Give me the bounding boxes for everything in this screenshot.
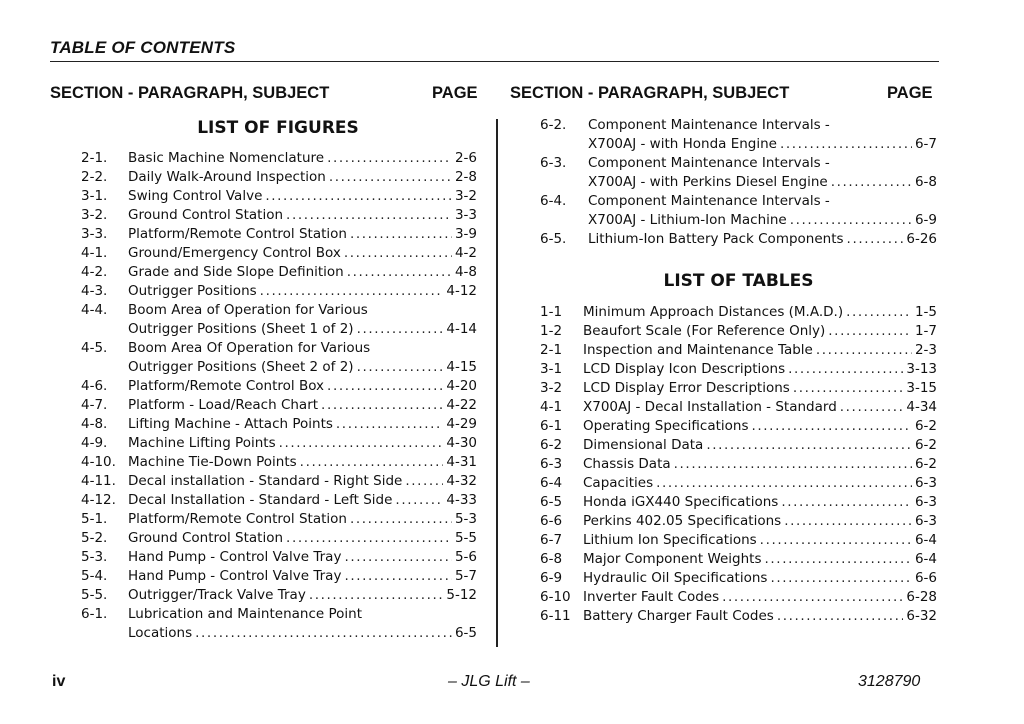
- entry-page: 6-26: [906, 231, 937, 247]
- toc-entry[interactable]: [81, 586, 477, 605]
- toc-entry[interactable]: [540, 512, 937, 531]
- entry-title: Ground Control Station: [128, 530, 284, 546]
- entry-number: 6-9: [540, 570, 563, 586]
- entry-title: Lifting Machine - Attach Points: [128, 416, 333, 432]
- entry-title: Locations: [128, 625, 193, 641]
- entry-title: Ground Control Station: [128, 207, 284, 223]
- tables-list: [540, 303, 937, 626]
- dot-leader: [321, 396, 443, 415]
- toc-entry[interactable]: [81, 225, 477, 244]
- dot-leader: [793, 379, 904, 398]
- dot-leader: [831, 173, 912, 192]
- toc-entry[interactable]: [81, 605, 477, 643]
- entry-title: Boom Area of Operation for Various: [128, 302, 368, 318]
- toc-entry[interactable]: [81, 206, 477, 225]
- entry-page: 3-13: [906, 361, 937, 377]
- toc-entry[interactable]: [81, 453, 477, 472]
- entry-title: Minimum Approach Distances (M.A.D.): [583, 304, 844, 320]
- entry-page: 5-12: [446, 587, 477, 603]
- dot-leader: [674, 455, 912, 474]
- entry-page: 4-12: [446, 283, 477, 299]
- toc-entry[interactable]: [540, 531, 937, 550]
- entry-page: 6-3: [914, 475, 937, 491]
- entry-page: 5-7: [454, 568, 477, 584]
- entry-page: 1-7: [914, 323, 937, 339]
- entry-page: 4-22: [446, 397, 477, 413]
- toc-entry[interactable]: [81, 510, 477, 529]
- dot-leader: [344, 567, 452, 586]
- entry-title: Operating Specifications: [583, 418, 749, 434]
- entry-title: Machine Tie-Down Points: [128, 454, 297, 470]
- dot-leader: [790, 211, 912, 230]
- toc-entry[interactable]: [540, 398, 937, 417]
- entry-number: 6-1.: [81, 606, 108, 622]
- footer-doc-number: 3128790: [858, 673, 921, 690]
- list-of-tables-heading: LIST OF TABLES: [663, 271, 814, 291]
- entry-number: 4-2.: [81, 264, 108, 280]
- entry-number: 6-10: [540, 589, 571, 605]
- entry-number: 6-3: [540, 456, 563, 472]
- entry-number: 2-1.: [81, 150, 108, 166]
- entry-title: X700AJ - with Perkins Diesel Engine: [588, 174, 828, 190]
- entry-title: Honda iGX440 Specifications: [583, 494, 779, 510]
- entry-page: 6-2: [914, 418, 937, 434]
- entry-title: Lubrication and Maintenance Point: [128, 606, 362, 622]
- column-divider: [496, 119, 498, 647]
- toc-entry[interactable]: [81, 472, 477, 491]
- entry-title: Basic Machine Nomenclature: [128, 150, 325, 166]
- toc-entry[interactable]: [540, 154, 937, 192]
- entry-number: 4-5.: [81, 340, 108, 356]
- dot-leader: [788, 360, 903, 379]
- entry-number: 6-1: [540, 418, 563, 434]
- entry-number: 6-4.: [540, 193, 567, 209]
- entry-page: 4-14: [446, 321, 477, 337]
- dot-leader: [309, 586, 444, 605]
- entry-number: 6-7: [540, 532, 563, 548]
- entry-page: 4-15: [446, 359, 477, 375]
- dot-leader: [846, 303, 912, 322]
- toc-entry[interactable]: [81, 244, 477, 263]
- dot-leader: [195, 624, 452, 643]
- entry-page: 3-15: [906, 380, 937, 396]
- dot-leader: [784, 512, 912, 531]
- toc-entry[interactable]: [540, 379, 937, 398]
- entry-number: 5-3.: [81, 549, 108, 565]
- entry-title: Outrigger Positions (Sheet 2 of 2): [128, 359, 354, 375]
- dot-leader: [770, 569, 912, 588]
- figures-continued-list: [540, 116, 937, 249]
- entry-title: Grade and Side Slope Definition: [128, 264, 344, 280]
- entry-number: 6-2.: [540, 117, 567, 133]
- entry-number: 3-1: [540, 361, 563, 377]
- entry-page: 4-31: [446, 454, 477, 470]
- toc-entry[interactable]: [81, 263, 477, 282]
- dot-leader: [344, 548, 452, 567]
- entry-page: 6-8: [914, 174, 937, 190]
- dot-leader: [286, 206, 452, 225]
- entry-page: 6-5: [454, 625, 477, 641]
- dot-leader: [350, 510, 452, 529]
- entry-title: Dimensional Data: [583, 437, 704, 453]
- dot-leader: [357, 320, 444, 339]
- right-subject-header: SECTION - PARAGRAPH, SUBJECT: [510, 84, 790, 102]
- entry-number: 3-3.: [81, 226, 108, 242]
- entry-page: 6-9: [914, 212, 937, 228]
- toc-entry[interactable]: [540, 493, 937, 512]
- entry-page: 2-6: [454, 150, 477, 166]
- entry-title: Major Component Weights: [583, 551, 762, 567]
- entry-title: Platform/Remote Control Station: [128, 226, 347, 242]
- toc-entry[interactable]: [540, 116, 937, 154]
- toc-entry[interactable]: [81, 548, 477, 567]
- entry-title: Platform/Remote Control Station: [128, 511, 347, 527]
- dot-leader: [405, 472, 443, 491]
- entry-number: 4-9.: [81, 435, 108, 451]
- toc-entry[interactable]: [81, 434, 477, 453]
- toc-entry[interactable]: [81, 339, 477, 377]
- dot-leader: [357, 358, 444, 377]
- footer-page-number: iv: [52, 673, 66, 690]
- toc-entry[interactable]: [81, 282, 477, 301]
- entry-title: Hand Pump - Control Valve Tray: [128, 549, 342, 565]
- entry-page: 6-7: [914, 136, 937, 152]
- toc-entry[interactable]: [81, 187, 477, 206]
- entry-title: Perkins 402.05 Specifications: [583, 513, 782, 529]
- entry-number: 4-1: [540, 399, 563, 415]
- toc-entry[interactable]: [81, 149, 477, 168]
- entry-title: Chassis Data: [583, 456, 671, 472]
- dot-leader: [279, 434, 444, 453]
- entry-number: 6-6: [540, 513, 563, 529]
- entry-page: 6-4: [914, 551, 937, 567]
- entry-title: Inverter Fault Codes: [583, 589, 720, 605]
- entry-page: 5-5: [454, 530, 477, 546]
- entry-title: Outrigger/Track Valve Tray: [128, 587, 306, 603]
- entry-page: 6-4: [914, 532, 937, 548]
- dot-leader: [350, 225, 452, 244]
- entry-page: 6-2: [914, 437, 937, 453]
- entry-number: 4-10.: [81, 454, 116, 470]
- entry-page: 4-20: [446, 378, 477, 394]
- dot-leader: [706, 436, 912, 455]
- dot-leader: [781, 493, 912, 512]
- dot-leader: [329, 168, 452, 187]
- dot-leader: [847, 230, 904, 249]
- dot-leader: [752, 417, 912, 436]
- entry-number: 4-4.: [81, 302, 108, 318]
- entry-title: Battery Charger Fault Codes: [583, 608, 774, 624]
- entry-page: 1-5: [914, 304, 937, 320]
- entry-number: 1-2: [540, 323, 563, 339]
- dot-leader: [336, 415, 443, 434]
- entry-page: 6-6: [914, 570, 937, 586]
- entry-title: Platform/Remote Control Box: [128, 378, 325, 394]
- entry-title: Daily Walk-Around Inspection: [128, 169, 326, 185]
- dot-leader: [300, 453, 444, 472]
- entry-title: X700AJ - Lithium-Ion Machine: [588, 212, 787, 228]
- entry-page: 6-3: [914, 513, 937, 529]
- entry-page: 5-3: [454, 511, 477, 527]
- entry-number: 5-1.: [81, 511, 108, 527]
- dot-leader: [780, 135, 912, 154]
- toc-entry[interactable]: [540, 455, 937, 474]
- entry-title: Component Maintenance Intervals -: [588, 155, 830, 171]
- dot-leader: [265, 187, 452, 206]
- entry-page: 6-2: [914, 456, 937, 472]
- entry-number: 4-11.: [81, 473, 116, 489]
- entry-title: Beaufort Scale (For Reference Only): [583, 323, 826, 339]
- dot-leader: [327, 149, 452, 168]
- toc-entry[interactable]: [540, 360, 937, 379]
- toc-entry[interactable]: [81, 567, 477, 586]
- entry-title: Outrigger Positions: [128, 283, 257, 299]
- toc-entry[interactable]: [540, 341, 937, 360]
- left-page-header: PAGE: [432, 84, 478, 102]
- entry-page: 4-2: [454, 245, 477, 261]
- toc-entry[interactable]: [540, 474, 937, 493]
- header-rule: [50, 61, 939, 62]
- entry-number: 4-7.: [81, 397, 108, 413]
- entry-number: 3-1.: [81, 188, 108, 204]
- entry-title: Swing Control Valve: [128, 188, 263, 204]
- toc-entry[interactable]: [81, 377, 477, 396]
- entry-number: 4-6.: [81, 378, 108, 394]
- entry-title: Decal installation - Standard - Right Side: [128, 473, 403, 489]
- dot-leader: [816, 341, 912, 360]
- entry-title: Outrigger Positions (Sheet 1 of 2): [128, 321, 354, 337]
- entry-page: 6-3: [914, 494, 937, 510]
- entry-title: X700AJ - Decal Installation - Standard: [583, 399, 837, 415]
- entry-page: 2-3: [914, 342, 937, 358]
- entry-number: 4-1.: [81, 245, 108, 261]
- toc-entry[interactable]: [540, 569, 937, 588]
- entry-page: 4-33: [446, 492, 477, 508]
- dot-leader: [344, 244, 452, 263]
- toc-entry[interactable]: [540, 607, 937, 626]
- entry-number: 3-2: [540, 380, 563, 396]
- entry-title: Boom Area Of Operation for Various: [128, 340, 371, 356]
- dot-leader: [840, 398, 904, 417]
- entry-title: Component Maintenance Intervals -: [588, 193, 830, 209]
- entry-number: 3-2.: [81, 207, 108, 223]
- dot-leader: [347, 263, 452, 282]
- entry-page: 3-9: [454, 226, 477, 242]
- entry-page: 4-32: [446, 473, 477, 489]
- toc-entry[interactable]: [81, 396, 477, 415]
- page-title: TABLE OF CONTENTS: [50, 38, 236, 57]
- entry-number: 5-2.: [81, 530, 108, 546]
- toc-entry[interactable]: [540, 322, 937, 341]
- toc-entry[interactable]: [81, 301, 477, 339]
- toc-entry[interactable]: [540, 192, 937, 230]
- entry-number: 4-8.: [81, 416, 108, 432]
- entry-title: Decal Installation - Standard - Left Side: [128, 492, 393, 508]
- entry-number: 6-5: [540, 494, 563, 510]
- footer-publisher: – JLG Lift –: [448, 673, 530, 690]
- entry-page: 4-30: [446, 435, 477, 451]
- dot-leader: [260, 282, 444, 301]
- entry-number: 1-1: [540, 304, 563, 320]
- entry-title: Machine Lifting Points: [128, 435, 276, 451]
- entry-number: 6-8: [540, 551, 563, 567]
- entry-number: 6-4: [540, 475, 563, 491]
- dot-leader: [395, 491, 443, 510]
- entry-title: Component Maintenance Intervals -: [588, 117, 830, 133]
- entry-number: 6-3.: [540, 155, 567, 171]
- entry-title: LCD Display Error Descriptions: [583, 380, 790, 396]
- entry-number: 5-4.: [81, 568, 108, 584]
- left-subject-header: SECTION - PARAGRAPH, SUBJECT: [50, 84, 330, 102]
- entry-page: 3-2: [454, 188, 477, 204]
- entry-number: 5-5.: [81, 587, 108, 603]
- entry-page: 5-6: [454, 549, 477, 565]
- entry-page: 2-8: [454, 169, 477, 185]
- entry-title: Ground/Emergency Control Box: [128, 245, 341, 261]
- dot-leader: [777, 607, 904, 626]
- entry-title: LCD Display Icon Descriptions: [583, 361, 786, 377]
- dot-leader: [327, 377, 443, 396]
- entry-number: 6-2: [540, 437, 563, 453]
- dot-leader: [286, 529, 452, 548]
- right-page-header: PAGE: [887, 84, 933, 102]
- entry-number: 4-12.: [81, 492, 116, 508]
- entry-page: 6-28: [906, 589, 937, 605]
- entry-number: 2-1: [540, 342, 563, 358]
- entry-title: X700AJ - with Honda Engine: [588, 136, 777, 152]
- list-of-figures-heading: LIST OF FIGURES: [197, 118, 359, 138]
- dot-leader: [656, 474, 912, 493]
- entry-number: 4-3.: [81, 283, 108, 299]
- dot-leader: [760, 531, 912, 550]
- toc-entry[interactable]: [540, 588, 937, 607]
- entry-page: 6-32: [906, 608, 937, 624]
- toc-entry[interactable]: [81, 415, 477, 434]
- toc-entry[interactable]: [540, 436, 937, 455]
- entry-title: Lithium Ion Specifications: [583, 532, 757, 548]
- entry-page: 4-34: [906, 399, 937, 415]
- dot-leader: [828, 322, 912, 341]
- entry-page: 4-29: [446, 416, 477, 432]
- entry-title: Platform - Load/Reach Chart: [128, 397, 319, 413]
- figures-list: [81, 149, 477, 643]
- entry-title: Capacities: [583, 475, 654, 491]
- toc-entry[interactable]: [81, 491, 477, 510]
- toc-entry[interactable]: [81, 168, 477, 187]
- toc-entry[interactable]: [540, 303, 937, 322]
- dot-leader: [765, 550, 912, 569]
- entry-number: 6-5.: [540, 231, 567, 247]
- entry-page: 3-3: [454, 207, 477, 223]
- toc-entry[interactable]: [540, 550, 937, 569]
- toc-entry[interactable]: [540, 417, 937, 436]
- entry-number: 6-11: [540, 608, 571, 624]
- entry-title: Lithium-Ion Battery Pack Components: [588, 231, 844, 247]
- entry-title: Inspection and Maintenance Table: [583, 342, 813, 358]
- entry-number: 2-2.: [81, 169, 108, 185]
- dot-leader: [722, 588, 903, 607]
- entry-title: Hand Pump - Control Valve Tray: [128, 568, 342, 584]
- entry-page: 4-8: [454, 264, 477, 280]
- entry-title: Hydraulic Oil Specifications: [583, 570, 768, 586]
- toc-entry[interactable]: [540, 230, 937, 249]
- toc-entry[interactable]: [81, 529, 477, 548]
